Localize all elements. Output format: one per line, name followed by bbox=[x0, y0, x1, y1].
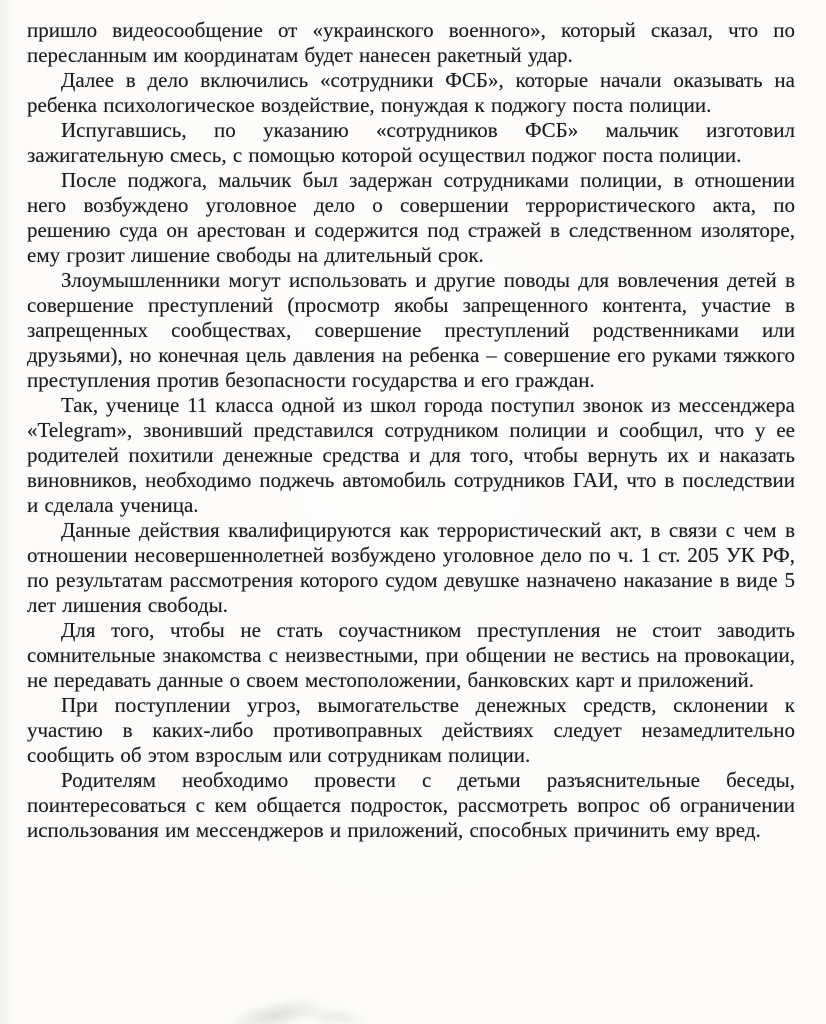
paragraph-6: Так, ученице 11 класса одной из школ города поступил звонок из мессенджера «Telegram», звонивший представился сотрудником полиции и сообщил, что у ее родителей похитили денежные средства и для того, чтобы вернуть их и наказать виновников, необходимо поджечь автомобиль сотрудников ГАИ, что в последствии и сделала ученица. bbox=[27, 393, 795, 517]
paragraph-7: Данные действия квалифицируются как террористический акт, в связи с чем в отношении несовершеннолетней возбуждено уголовное дело по ч. 1 ст. 205 УК РФ, по результатам рассмотрения которого судом девушке назначено наказание в виде 5 лет лишения свободы. bbox=[27, 518, 795, 617]
paragraph-9: При поступлении угроз, вымогательстве денежных средств, склонении к участию в каких-либо противоправных действиях следует незамедлительно сообщить об этом взрослым или сотрудникам полиции. bbox=[27, 693, 795, 767]
scan-edge-shadow bbox=[0, 0, 14, 1024]
paragraph-2: Далее в дело включились «сотрудники ФСБ», которые начали оказывать на ребенка психологическое воздействие, понуждая к поджогу поста полиции. bbox=[27, 68, 795, 117]
paragraph-5: Злоумышленники могут использовать и другие поводы для вовлечения детей в совершение преступлений (просмотр якобы запрещенного контента, участие в запрещенных сообществах, совершение преступлений родственниками или друзьями), но конечная цель давления на ребенка – совершение его руками тяжкого преступления против безопасности государства и его граждан. bbox=[27, 268, 795, 392]
paragraph-3: Испугавшись, по указанию «сотрудников ФСБ» мальчик изготовил зажигательную смесь, с помощью которой осуществил поджог поста полиции. bbox=[27, 118, 795, 167]
paragraph-8: Для того, чтобы не стать соучастником преступления не стоит заводить сомнительные знакомства с неизвестными, при общении не вестись на провокации, не передавать данные о своем местоположении, банковских карт и приложений. bbox=[27, 618, 795, 692]
paragraph-4: После поджога, мальчик был задержан сотрудниками полиции, в отношении него возбуждено уголовное дело о совершении террористического акта, по решению суда он арестован и содержится под стражей в следственном изоляторе, ему грозит лишение свободы на длительный срок. bbox=[27, 168, 795, 267]
paragraph-1: пришло видеосообщение от «украинского военного», который сказал, что по пересланным им координатам будет нанесен ракетный удар. bbox=[27, 18, 795, 67]
scan-smudge bbox=[299, 1004, 370, 1024]
scan-smudge bbox=[230, 990, 329, 1024]
paragraph-10: Родителям необходимо провести с детьми разъяснительные беседы, поинтересоваться с кем общается подросток, рассмотреть вопрос об ограничении использования им мессенджеров и приложений, способных причинить ему вред. bbox=[27, 768, 795, 842]
